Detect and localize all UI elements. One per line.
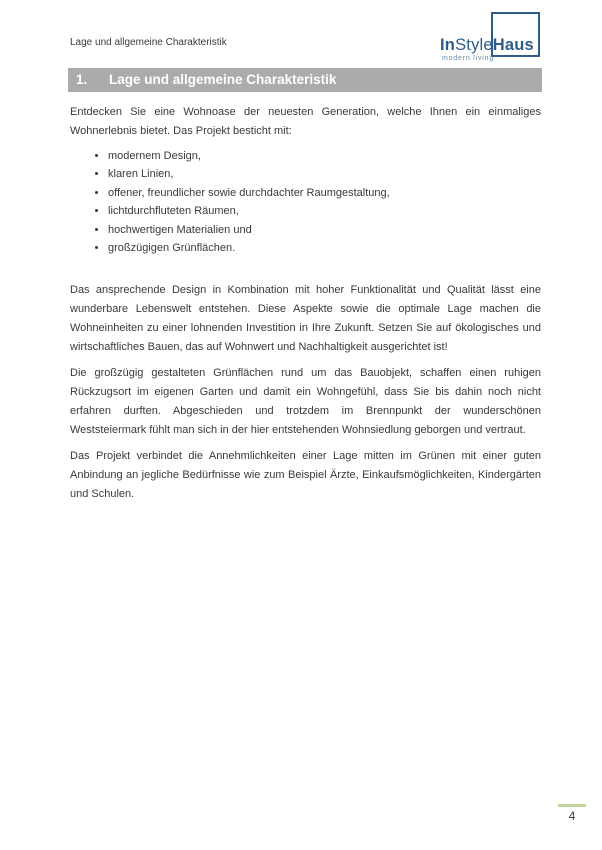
body-paragraph: Das Projekt verbindet die Annehmlichkeiten einer Lage mitten im Grünen mit einer guten Anbindung an jegliche Bedürfnisse wie zum Beispiel Ärzte, Einkaufsmöglichkeiten, Kindergärten und Schulen. bbox=[70, 450, 541, 501]
body-paragraph: Die großzügig gestalteten Grünflächen rund um das Bauobjekt, schaffen einen ruhigen Rückzugsort im eigenen Garten und damit ein Wohngefühl, dass Sie bis dahin noch nicht erfahren durften. Abgeschieden und trotzdem im Brennpunkt der wunderschönen Weststeiermark fühlt man sich in der hier entstehenden Wohnsiedlung geborgen und vertraut. bbox=[70, 367, 541, 437]
page-number: 4 bbox=[568, 809, 576, 823]
footer-accent-line bbox=[558, 804, 586, 807]
logo-wordmark bbox=[440, 36, 534, 55]
section-heading-bar bbox=[68, 68, 542, 92]
logo-tagline: modern living bbox=[442, 55, 495, 62]
bullet-item: • offener, freundlicher sowie durchdachter Raumgestaltung, bbox=[108, 184, 541, 202]
bullet-item: • lichtdurchfluteten Räumen, bbox=[108, 202, 541, 220]
feature-bullet-list bbox=[70, 147, 541, 257]
logo-wordmark-part3: Haus bbox=[492, 36, 534, 54]
body-paragraph: Das ansprechende Design in Kombination mit hoher Funktionalität und Qualität lässt eine wunderbare Lebenswelt entstehen. Diese Aspekte sowie die optimale Lage machen die Wohneinheiten zu einer lohnenden Investition in Ihre Zukunft. Setzen Sie auf ökologisches und wirtschaftliches Bauen, das auf Wohnwert und Nachhaltigkeit ausgerichtet ist! bbox=[70, 284, 541, 354]
bullet-item: • modernem Design, bbox=[108, 147, 541, 165]
company-logo bbox=[440, 10, 544, 62]
bullet-item: • hochwertigen Materialien und bbox=[108, 221, 541, 239]
document-body bbox=[70, 103, 541, 511]
logo-wordmark-part1: In bbox=[440, 36, 456, 54]
section-number: 1. bbox=[76, 72, 88, 87]
running-header-title: Lage und allgemeine Charakteristik bbox=[70, 37, 227, 48]
section-title: Lage und allgemeine Charakteristik bbox=[109, 72, 337, 87]
bullet-item: • großzügigen Grünflächen. bbox=[108, 239, 541, 257]
intro-paragraph: Entdecken Sie eine Wohnoase der neuesten Generation, welche Ihnen ein einmaliges Wohnerlebnis bietet. Das Projekt besticht mit: bbox=[70, 106, 541, 137]
bullet-item: • klaren Linien, bbox=[108, 165, 541, 183]
logo-wordmark-part2: Style bbox=[455, 36, 493, 54]
